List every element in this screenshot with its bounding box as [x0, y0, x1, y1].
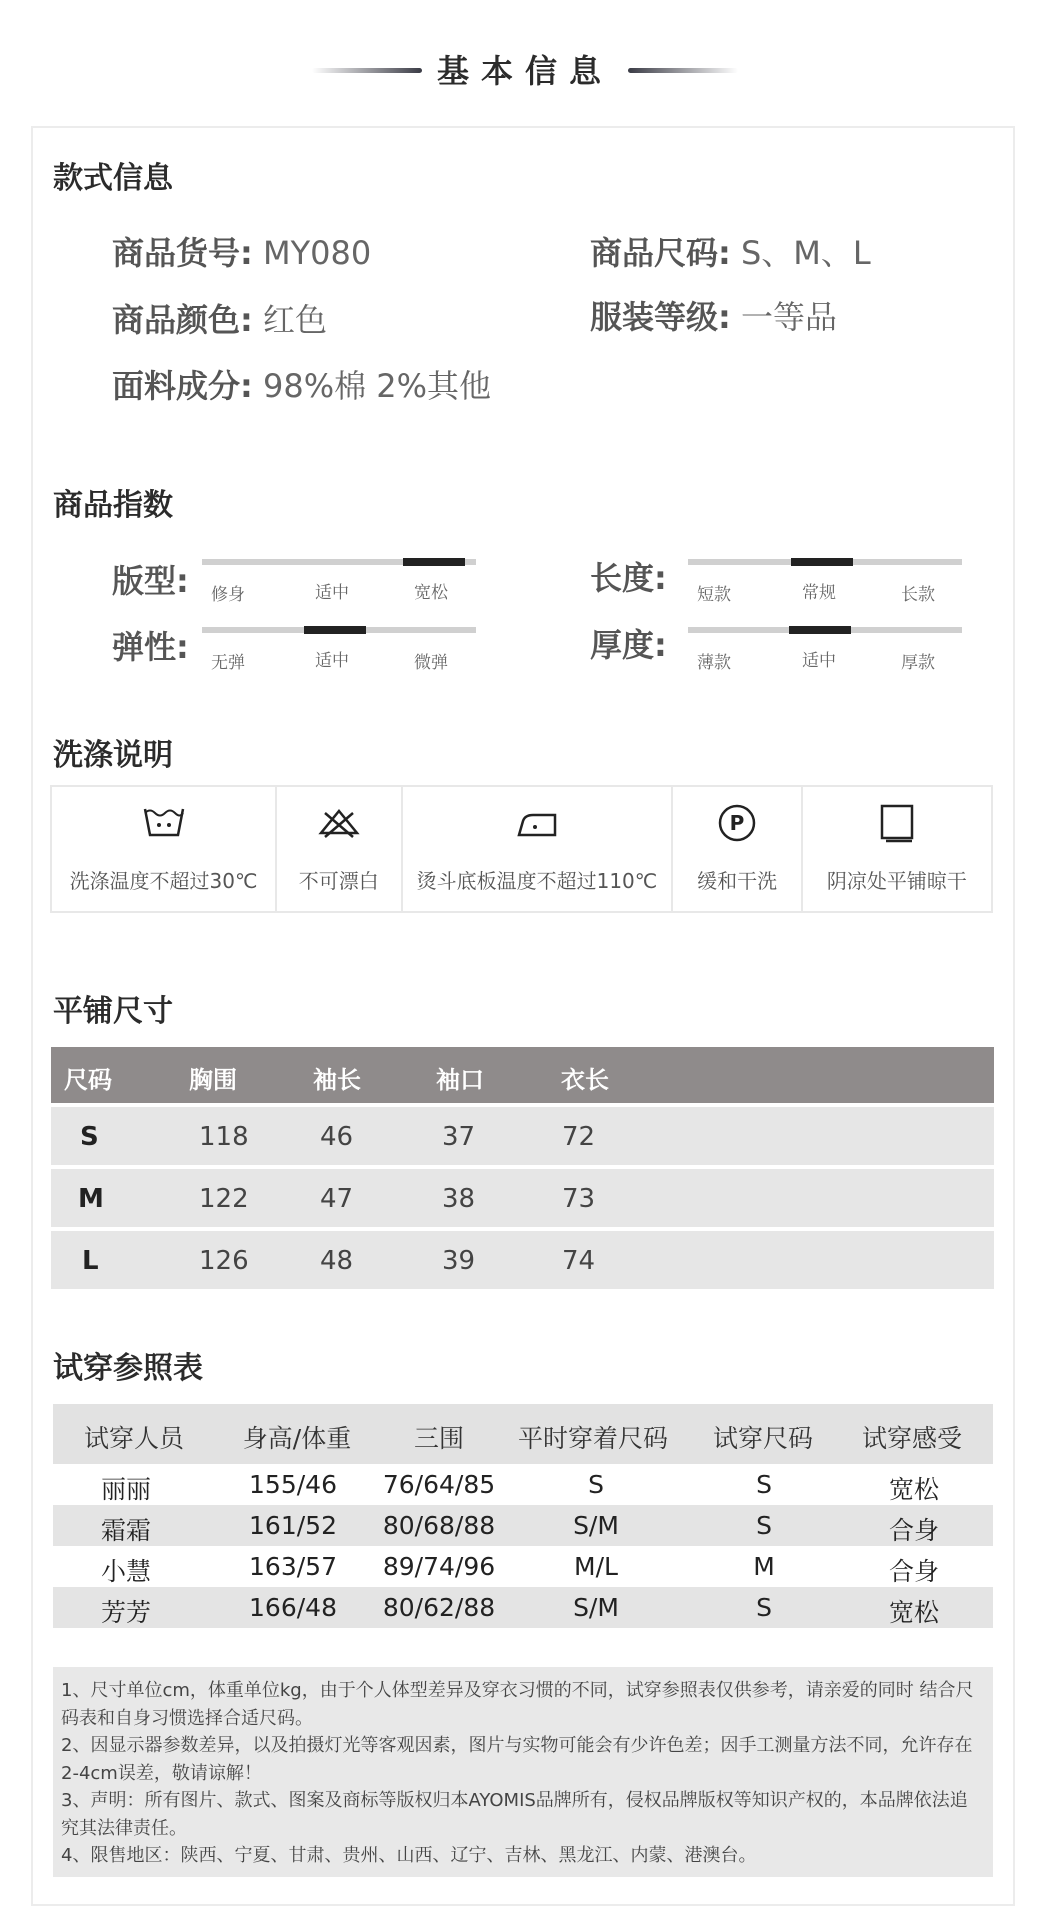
- info-value: 98%棉 2%其他: [262, 367, 492, 405]
- table-cell: 74: [562, 1246, 596, 1276]
- index-tick: 修身: [211, 585, 245, 605]
- index-marker: [403, 558, 465, 566]
- index-bar-fit: [202, 559, 476, 565]
- product-index-title: 商品指数: [53, 488, 173, 523]
- flat-size-table: [51, 1047, 994, 1289]
- column-header: 试穿尺码: [712, 1424, 814, 1453]
- wash-label: 烫斗底板温度不超过110℃: [416, 869, 658, 893]
- wash-cell: [803, 787, 991, 911]
- index-tick: 适中: [802, 651, 836, 671]
- table-cell: 80/68/88: [382, 1511, 496, 1540]
- page-title: 基本信息: [436, 52, 613, 90]
- wash-label: 阴凉处平铺晾干: [826, 869, 967, 893]
- table-cell: 芳芳: [100, 1598, 152, 1627]
- table-cell: 126: [199, 1246, 249, 1276]
- info-key: 商品货号:: [112, 234, 253, 272]
- wash-cell: [673, 787, 802, 911]
- table-row: [53, 1587, 993, 1628]
- note-line: 4、限售地区：陕西、宁夏、甘肃、贵州、山西、辽宁、吉林、黑龙江、内蒙、港澳台。: [61, 1845, 757, 1866]
- iron-icon: [403, 803, 672, 843]
- table-cell: 宽松: [888, 1475, 940, 1504]
- table-cell: S/M: [573, 1593, 619, 1622]
- header-left-line: [312, 68, 422, 73]
- column-header: 试穿人员: [83, 1424, 185, 1453]
- table-cell: S: [756, 1511, 772, 1540]
- table-row: [51, 1107, 994, 1165]
- table-cell: 48: [320, 1246, 354, 1276]
- index-label-elasticity: 弹性:: [112, 628, 189, 666]
- info-value: S、M、L: [740, 234, 871, 272]
- table-cell: 38: [442, 1184, 476, 1214]
- no-bleach-icon: [277, 803, 400, 843]
- table-cell: 155/46: [249, 1470, 337, 1499]
- index-label-length: 长度:: [590, 559, 667, 597]
- wash-cell: [403, 787, 674, 911]
- table-row: [53, 1505, 993, 1546]
- index-marker: [304, 626, 366, 634]
- info-item-sku: [112, 228, 371, 274]
- table-cell: 89/74/96: [382, 1552, 496, 1581]
- table-cell: M: [78, 1184, 104, 1214]
- table-cell: 118: [199, 1122, 249, 1152]
- info-key: 商品颜色:: [112, 301, 253, 339]
- wash-cell: [52, 787, 277, 911]
- index-tick: 微弹: [414, 653, 448, 673]
- column-header: 衣长: [561, 1066, 609, 1094]
- column-header: 三围: [413, 1424, 465, 1453]
- wash-label: 不可漂白: [298, 869, 379, 893]
- page-header: [0, 42, 1044, 90]
- table-cell: 72: [562, 1122, 596, 1152]
- table-row: [53, 1546, 993, 1587]
- flat-size-title: 平铺尺寸: [53, 994, 173, 1029]
- note-line: 2、因显示器参数差异，以及拍摄灯光等客观因素，图片与实物可能会有少许色差；因手工测量方法不同，允许存在2-4cm误差，敬请谅解！: [61, 1735, 973, 1784]
- table-row: [51, 1231, 994, 1289]
- table-cell: 122: [199, 1184, 249, 1214]
- table-cell: 46: [320, 1122, 354, 1152]
- table-cell: 80/62/88: [382, 1593, 496, 1622]
- table-cell: M: [753, 1552, 775, 1581]
- info-key: 商品尺码:: [590, 234, 731, 272]
- svg-text:P: P: [729, 811, 745, 835]
- index-tick: 适中: [315, 583, 349, 603]
- table-cell: 161/52: [249, 1511, 337, 1540]
- column-header: 袖长: [313, 1066, 361, 1094]
- info-item-size: [590, 228, 871, 274]
- index-tick: 薄款: [697, 653, 731, 673]
- table-cell: M/L: [574, 1552, 618, 1581]
- table-cell: 76/64/85: [382, 1470, 496, 1499]
- table-cell: 宽松: [888, 1598, 940, 1627]
- table-cell: 47: [320, 1184, 354, 1214]
- table-cell: L: [82, 1246, 99, 1276]
- info-value: MY080: [262, 234, 372, 272]
- table-cell: 166/48: [249, 1593, 337, 1622]
- wash-title: 洗涤说明: [53, 738, 173, 773]
- table-header: [51, 1047, 994, 1103]
- table-header: [53, 1404, 993, 1464]
- table-cell: 73: [562, 1184, 596, 1214]
- info-key: 服装等级:: [590, 298, 731, 336]
- header-right-line: [628, 68, 738, 73]
- index-tick: 厚款: [901, 653, 935, 673]
- index-bar-elasticity: [202, 627, 476, 633]
- column-header: 身高/体重: [242, 1424, 352, 1453]
- index-tick: 适中: [315, 651, 349, 671]
- index-tick: 长款: [901, 585, 935, 605]
- try-on-table: [53, 1404, 993, 1628]
- index-tick: 常规: [802, 583, 836, 603]
- dry-clean-p-icon: [673, 803, 800, 843]
- column-header: 尺码: [64, 1066, 112, 1094]
- table-cell: 丽丽: [100, 1475, 152, 1504]
- column-header: 袖口: [436, 1066, 484, 1094]
- index-tick: 宽松: [414, 583, 448, 603]
- style-info-title: 款式信息: [53, 161, 173, 196]
- try-on-title: 试穿参照表: [53, 1351, 203, 1386]
- table-cell: S/M: [573, 1511, 619, 1540]
- table-cell: 37: [442, 1122, 476, 1152]
- table-row: [53, 1464, 993, 1505]
- index-tick: 短款: [697, 585, 731, 605]
- wash-table: [50, 785, 993, 913]
- column-header: 试穿感受: [861, 1424, 963, 1453]
- index-label-thickness: 厚度:: [590, 626, 667, 664]
- wash-label: 缓和干洗: [697, 869, 778, 893]
- index-bar-thickness: [688, 627, 962, 633]
- wash-label: 洗涤温度不超过30℃: [69, 869, 258, 893]
- info-item-fabric: [112, 361, 491, 407]
- column-header: 平时穿着尺码: [517, 1424, 669, 1453]
- info-key: 面料成分:: [112, 367, 253, 405]
- wash-cell: [277, 787, 402, 911]
- table-cell: 霜霜: [100, 1516, 152, 1545]
- index-label-fit: 版型:: [112, 562, 189, 600]
- note-line: 1、尺寸单位cm，体重单位kg，由于个人体型差异及穿衣习惯的不同，试穿参照表仅供参考，请亲爱的同时 结合尺码表和自身习惯选择合适尺码。: [61, 1680, 974, 1729]
- notes-box: [53, 1667, 993, 1877]
- table-cell: 39: [442, 1246, 476, 1276]
- table-row: [51, 1169, 994, 1227]
- wash-30-icon: [52, 803, 275, 843]
- index-marker: [789, 626, 851, 634]
- info-value: 红色: [262, 301, 327, 339]
- table-cell: 合身: [888, 1557, 940, 1586]
- index-tick: 无弹: [211, 653, 245, 673]
- table-cell: S: [588, 1470, 604, 1499]
- flat-dry-shade-icon: [803, 803, 991, 843]
- table-cell: S: [80, 1122, 99, 1152]
- table-cell: 163/57: [249, 1552, 337, 1581]
- table-cell: S: [756, 1593, 772, 1622]
- table-cell: 合身: [888, 1516, 940, 1545]
- info-value: 一等品: [740, 298, 837, 336]
- info-item-color: [112, 295, 327, 341]
- info-item-grade: [590, 292, 837, 338]
- table-cell: 小慧: [100, 1557, 152, 1586]
- index-marker: [791, 558, 853, 566]
- column-header: 胸围: [189, 1066, 237, 1094]
- note-line: 3、声明：所有图片、款式、图案及商标等版权归本AYOMIS品牌所有，侵权品牌版权等知识产权的，本品牌依法追究其法律责任。: [61, 1790, 968, 1839]
- table-cell: S: [756, 1470, 772, 1499]
- index-bar-length: [688, 559, 962, 565]
